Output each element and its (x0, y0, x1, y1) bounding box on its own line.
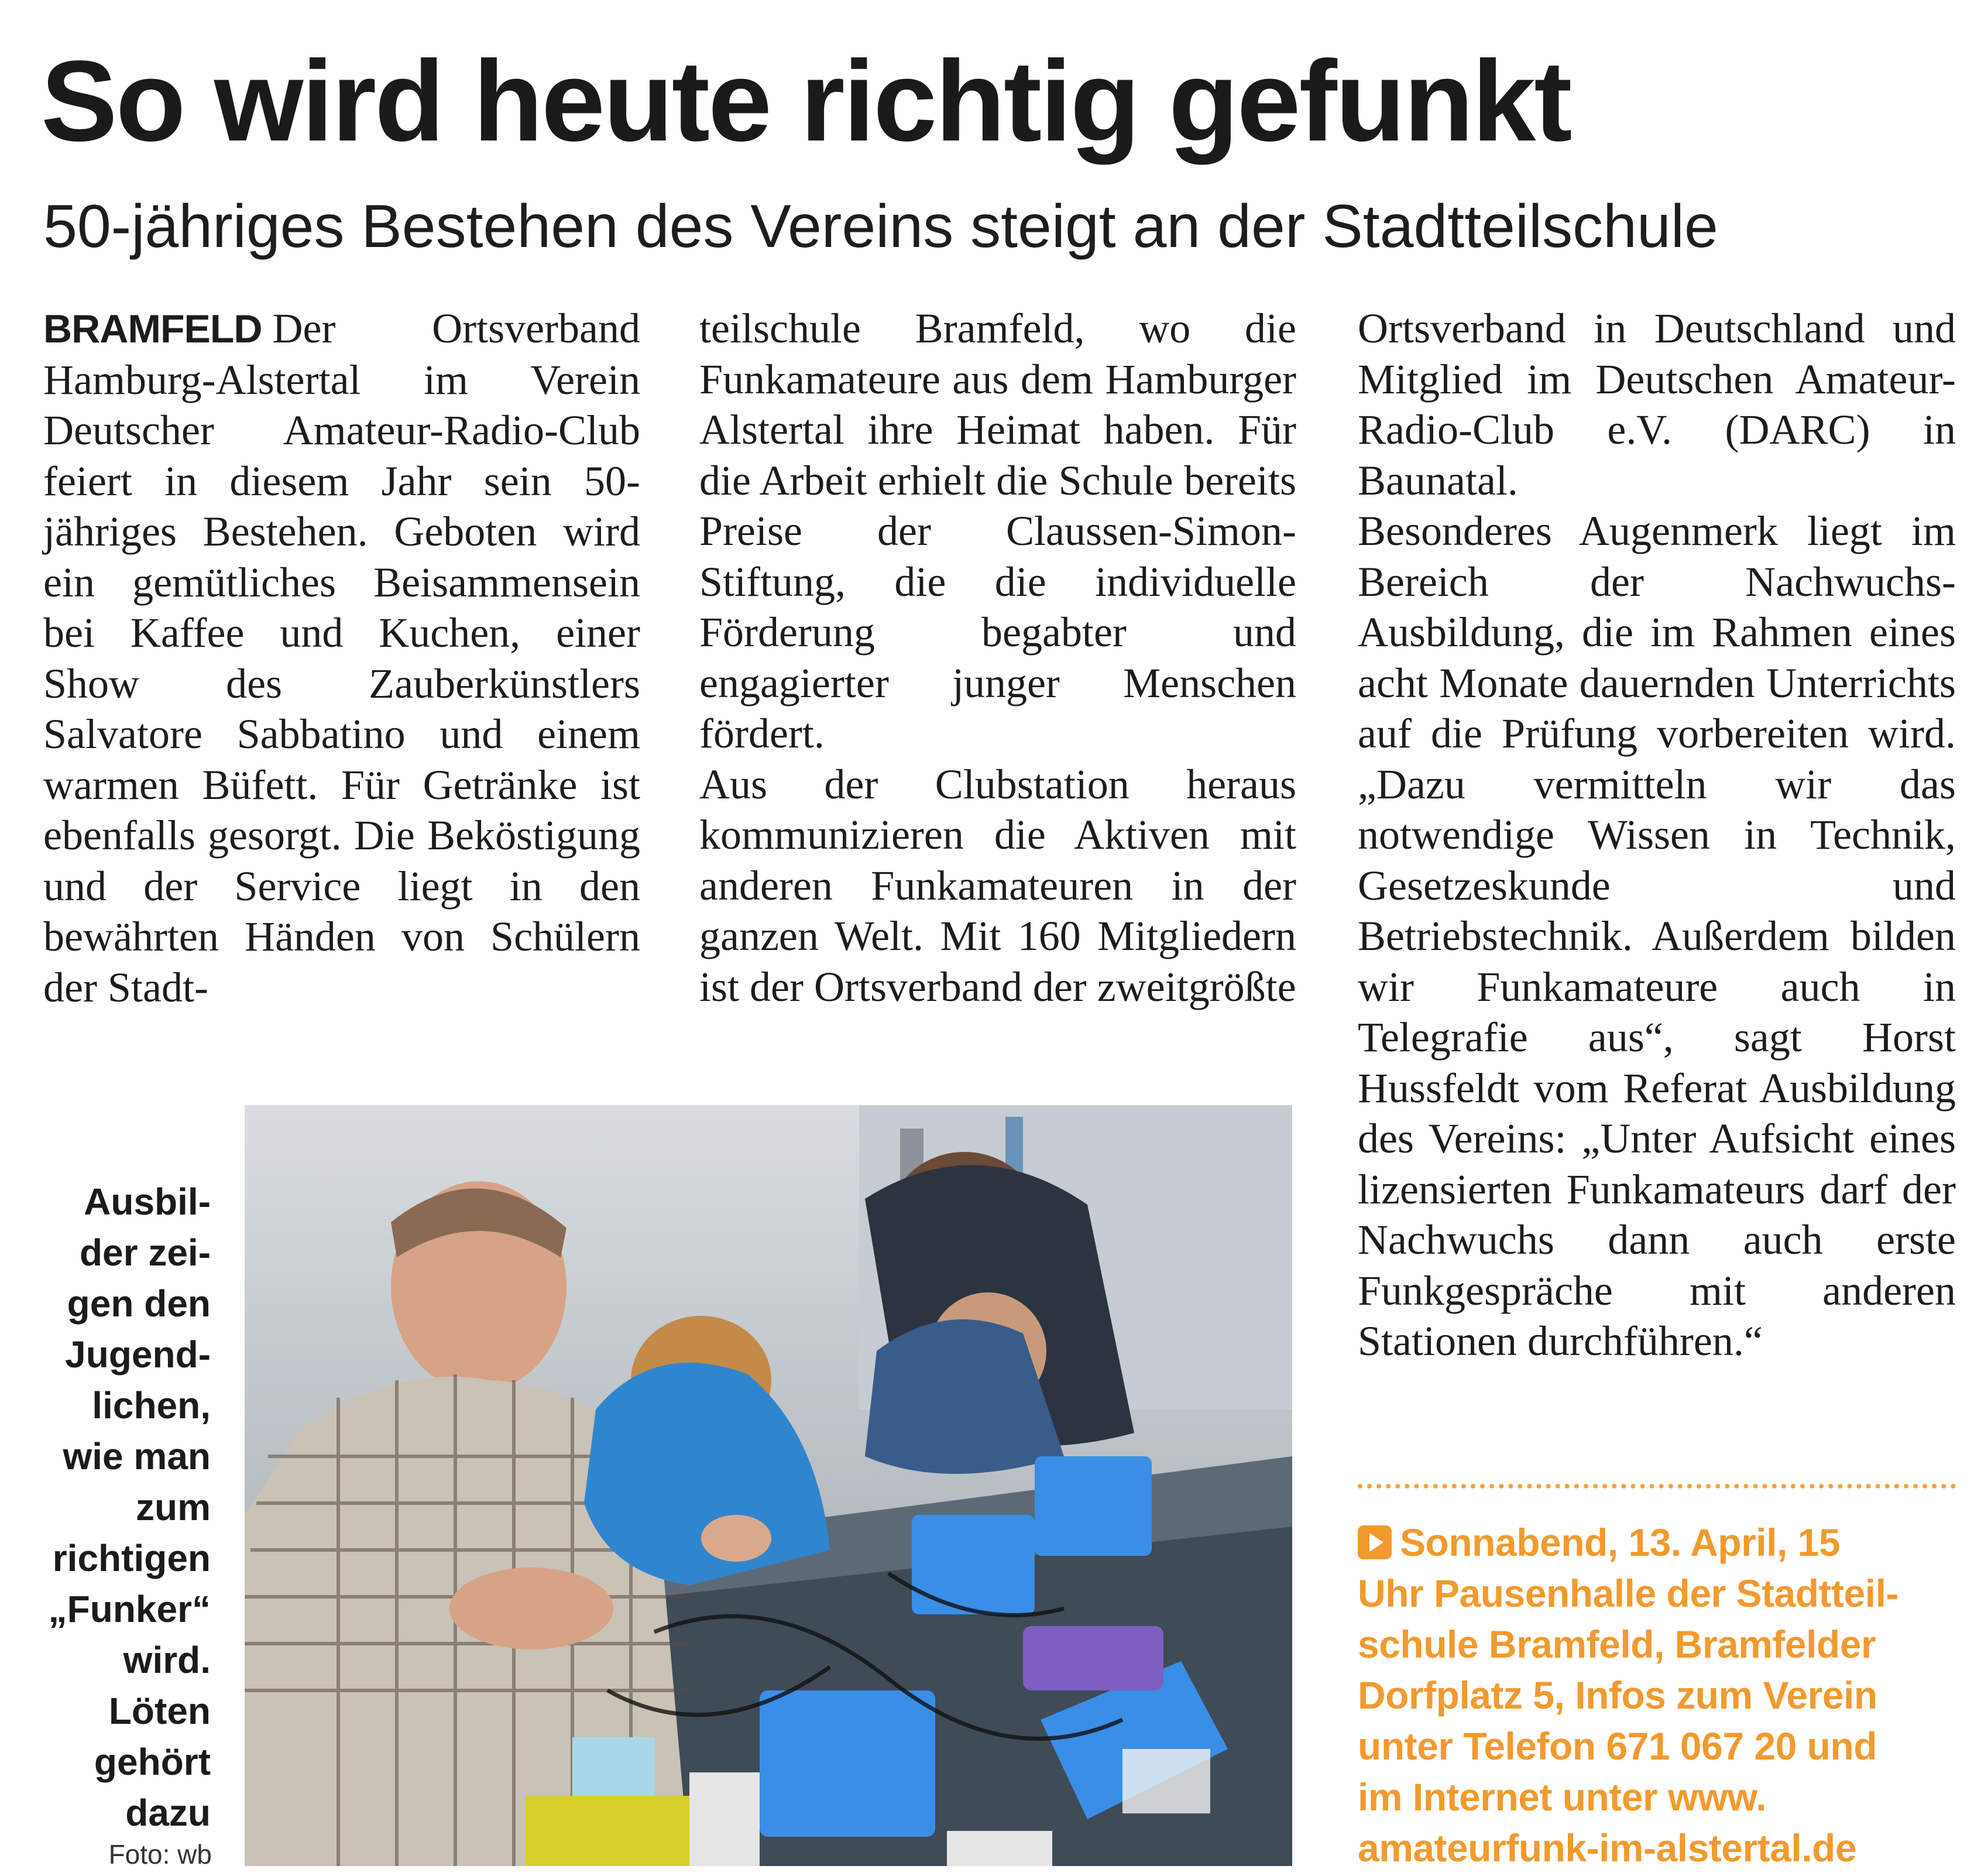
headline: So wird heute richtig gefunkt (41, 37, 1571, 165)
info-line (1358, 1517, 1961, 1568)
caption-line: Löten (108, 1690, 211, 1732)
caption-line: wird. (123, 1639, 211, 1681)
info-line: im Internet unter www. (1358, 1775, 1766, 1819)
article-photo (245, 1105, 1292, 1866)
event-info-box (1358, 1517, 1961, 1874)
info-line: unter Telefon 671 067 20 und (1358, 1724, 1877, 1768)
caption-line: Jugend- (65, 1333, 211, 1376)
article-column-1 (43, 303, 640, 1013)
paragraph: Aus der Clubstation heraus kommunizieren die Aktiven mit anderen Funkamateuren in der ganzen Welt. Mit 160 Mitgliedern ist der Ortsverband der zweitgrößte (699, 760, 1296, 1010)
article-column-2 (699, 303, 1296, 1012)
info-line: schule Bramfeld, Bramfelder (1358, 1623, 1876, 1666)
info-text: Sonnabend, 13. April, 15 (1400, 1521, 1841, 1564)
caption-line: dazu (125, 1792, 211, 1834)
caption-line: „Funker“ (48, 1588, 211, 1630)
photo-soldering-workshop-icon (245, 1105, 1292, 1866)
divider (1358, 1484, 1956, 1489)
caption-line: Ausbil- (84, 1181, 211, 1223)
caption-line: der zei- (79, 1232, 211, 1274)
info-line: amateurfunk-im-alstertal.de (1358, 1826, 1857, 1870)
subheadline: 50-jähriges Bestehen des Vereins steigt an der Stadtteilschule (43, 193, 1718, 260)
play-icon (1358, 1525, 1392, 1559)
column-1-text: Der Ortsverband Hamburg-Alstertal im Verein Deutscher Amateur-Radio-Club feiert in diesem Jahr sein 50-jähriges Bestehen. Geboten wird ein gemütliches Beisammensein bei Kaffee und Kuchen, einer Show des Zauberkünstlers Salvatore Sabbatino und einem warmen Büfett. Für Getränke ist ebenfalls gesorgt. Die Beköstigung und der Service liegt in den bewährten Händen von Schülern der Stadt- (43, 305, 640, 1011)
paragraph (43, 303, 640, 1013)
article-column-3 (1358, 303, 1956, 1367)
caption-line: lichen, (92, 1384, 211, 1426)
caption-line: richtigen (52, 1537, 211, 1579)
paragraph: teilschule Bramfeld, wo die Funkamateure aus dem Hamburger Alstertal ihre Heimat haben. Für die Arbeit erhielt die Schule bereits Preise der Claussen-Simon-Stiftung, die die individuelle Förderung begabter und engagierter junger Menschen fördert. (699, 305, 1296, 757)
paragraph: Besonderes Augenmerk liegt im Bereich der Nachwuchs-Ausbildung, die im Rahmen eines acht Monate dauernden Unterrichts auf die Prüfung vorbereiten wird. „Dazu vermitteln wir das notwendige Wissen in Technik, Gesetzeskunde und Betriebstechnik. Außerdem bilden wir Funkamateure auch in Telegrafie aus“, sagt Horst Hussfeldt vom Referat Ausbildung des Vereins: „Unter Aufsicht eines lizensierten Funkamateurs darf der Nachwuchs dann auch erste Funkgespräche mit anderen Stationen durchführen.“ (1358, 507, 1956, 1364)
caption-line: wie man (63, 1435, 211, 1477)
photo-credit: Foto: wb (108, 1839, 212, 1870)
caption-line: gen den (67, 1282, 211, 1325)
caption-line: zum (136, 1486, 211, 1528)
info-line: Dorfplatz 5, Infos zum Verein (1358, 1673, 1877, 1717)
dateline: BRAMFELD (43, 307, 262, 351)
info-line: Uhr Pausenhalle der Stadtteil- (1358, 1572, 1898, 1615)
caption-line: gehört (94, 1741, 211, 1783)
paragraph: Ortsverband in Deutschland und Mitglied im Deutschen Amateur-Radio-Club e.V. (DARC) in Baunatal. (1358, 305, 1956, 504)
photo-caption (23, 1177, 211, 1839)
